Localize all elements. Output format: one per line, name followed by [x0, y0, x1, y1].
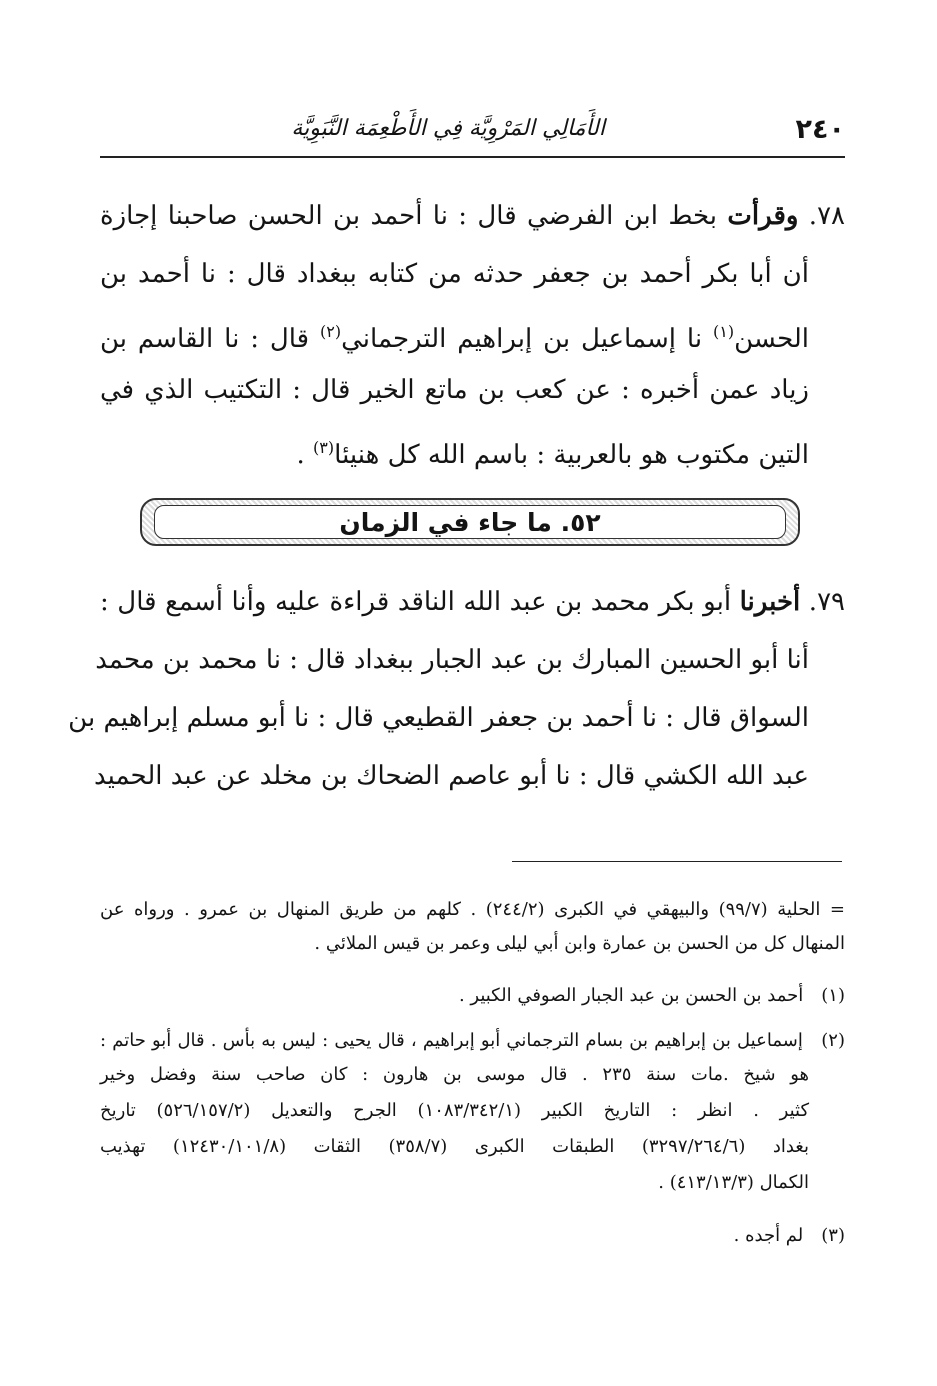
footnote-number: (٣) [821, 1225, 845, 1246]
text-line [100, 188, 845, 244]
footnote-separator [512, 861, 842, 862]
text-segment: قال : نا القاسم بن [100, 324, 310, 354]
text-segment: بخط ابن الفرضي قال : نا أحمد بن الحسن صاحبنا إجازة [100, 201, 718, 231]
footnote-line: هو شيخ .مات سنة ٢٣٥ . قال موسى بن هارون : كان صاحب سنة وفضل وخير [100, 1064, 809, 1085]
footnote-number: (١) [821, 985, 845, 1006]
text-segment: أبو بكر محمد بن عبد الله الناقد قراءة عليه وأنا أسمع قال : [100, 587, 732, 617]
item-number: ٧٨. [808, 201, 845, 231]
footnote-line: = الحلية (٩٩/٧) والبيهقي في الكبرى (٢٤٤/٢) . كلهم من طريق المنهال بن عمرو . ورواه عن [100, 899, 845, 920]
footnote-3 [100, 1219, 845, 1252]
footnote-ref: (٢) [320, 322, 342, 341]
text-line [100, 420, 809, 476]
footnote-text: لم أجده . [733, 1225, 804, 1246]
footnote-number: (٢) [821, 1030, 845, 1051]
text-segment: نا إسماعيل بن إبراهيم الترجماني [341, 324, 703, 354]
text-line: أنا أبو الحسين المبارك بن عبد الجبار ببغداد قال : نا محمد بن محمد [95, 645, 809, 675]
text-line [100, 574, 845, 630]
footnote-text: أحمد بن الحسن بن عبد الجبار الصوفي الكبير . [458, 985, 804, 1006]
text-line: عبد الله الكشي قال : نا أبو عاصم الضحاك بن مخلد عن عبد الحميد [94, 761, 809, 791]
text-line: أن أبا بكر أحمد بن جعفر حدثه من كتابه ببغداد قال : نا أحمد بن [100, 259, 809, 289]
footnote-line: المنهال كل من الحسن بن عمارة وابن أبي ليلى وعمر بن قيس الملائي . [314, 933, 845, 954]
text-segment: الحسن [734, 324, 809, 354]
footnote-line: الكمال (٤١٣/١٣/٣) . [658, 1172, 809, 1193]
footnote-1 [100, 979, 845, 1012]
chapter-title: ٥٢. ما جاء في الزمان [154, 505, 786, 539]
narration-keyword: أخبرنا [739, 587, 801, 617]
text-segment: . [296, 440, 305, 470]
text-line: زياد عمن أخبره : عن كعب بن ماتع الخير قال : التكتيب الذي في [100, 375, 809, 405]
chapter-heading-box [140, 498, 800, 546]
footnote-line: بغداد (٣٢٩٧/٢٦٤/٦) الطبقات الكبرى (٣٥٨/٧) الثقات (١٢٤٣٠/١٠١/٨) تهذيب [100, 1136, 809, 1157]
footnote-ref: (١) [712, 322, 735, 341]
text-segment: التين مكتوب هو بالعربية : باسم الله كل هنيئا [334, 440, 809, 470]
footnote-ref: (٣) [313, 438, 335, 457]
item-number: ٧٩. [808, 587, 845, 617]
running-header [100, 112, 845, 158]
footnote-line: كثير . انظر : التاريخ الكبير (١٠٨٣/٣٤٢/١) الجرح والتعديل (٥٢٦/١٥٧/٢) تاريخ [100, 1100, 810, 1121]
book-title: الأَمَالِي المَرْوِيَّة فِي الأَطْعِمَة النَّبَوِيَّة [291, 116, 605, 141]
text-line: السواق قال : نا أحمد بن جعفر القطيعي قال : نا أبو مسلم إبراهيم بن [68, 703, 809, 733]
footnote-text: إسماعيل بن إبراهيم بن بسام الترجماني أبو إبراهيم ، قال يحيى : ليس به بأس . قال أبو حاتم : [100, 1030, 803, 1051]
footnote-2 [100, 1024, 845, 1057]
text-line [100, 304, 809, 360]
narration-keyword: وقرأت [727, 201, 799, 231]
page-number: ٢٤٠ [795, 114, 845, 145]
